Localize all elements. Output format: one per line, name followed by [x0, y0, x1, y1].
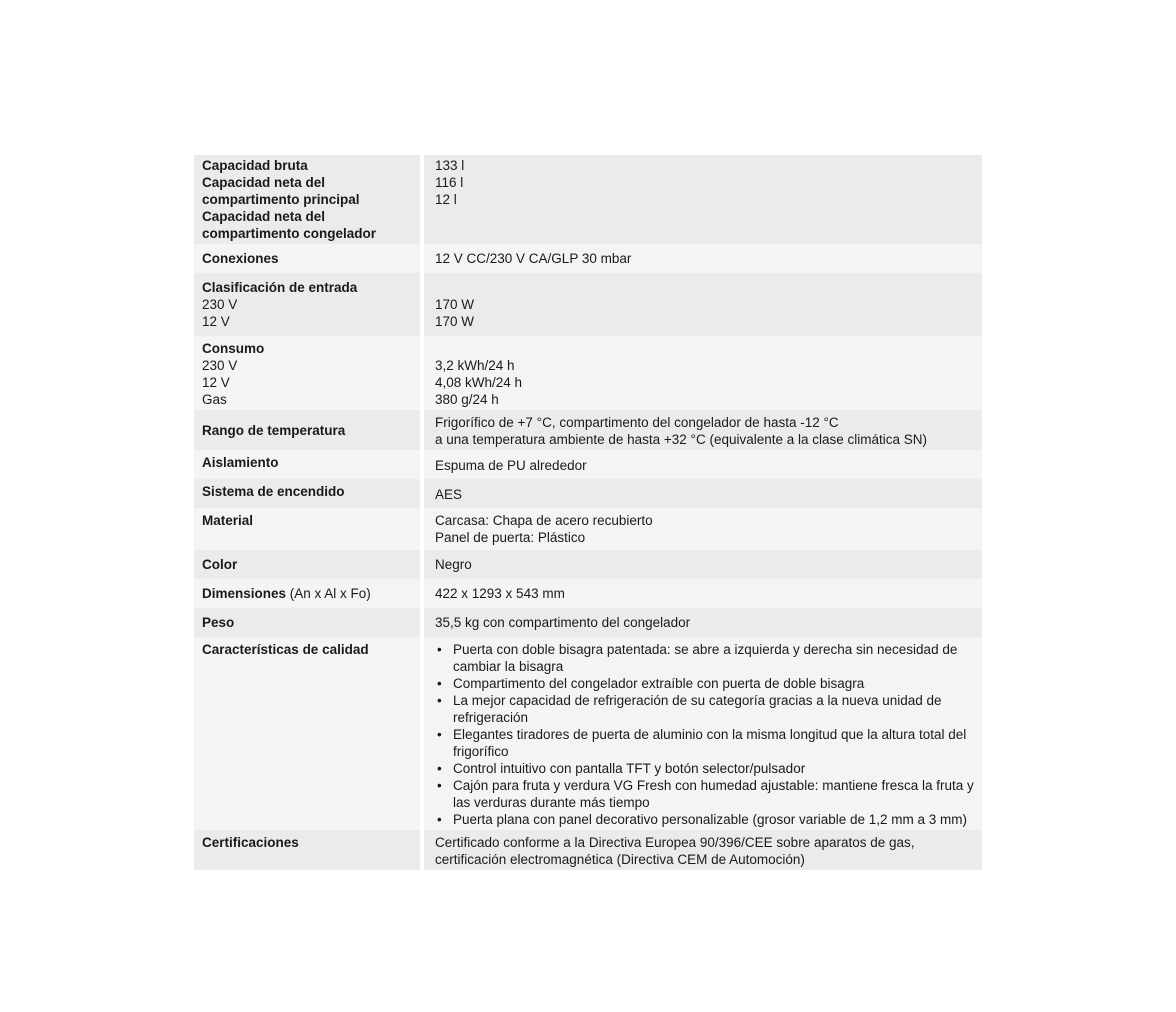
value-capacidad-bruta: 133 l: [435, 158, 465, 173]
spec-label: Rango de temperatura: [194, 410, 420, 450]
value-12v: 4,08 kWh/24 h: [435, 375, 523, 390]
label-dimensiones-suffix: (An x Al x Fo): [286, 586, 371, 601]
list-item: • Control intuitivo con pantalla TFT y botón selector/pulsador: [453, 760, 982, 777]
spec-row-conexiones: [194, 244, 982, 273]
spec-row-rango: [194, 410, 982, 450]
value-capacidad-congelador: 12 l: [435, 192, 457, 207]
sublabel-230v: 230 V: [202, 297, 238, 312]
value-rango-1: Frigorífico de +7 °C, compartimento del congelador de hasta -12 °C: [435, 415, 839, 430]
spec-row-certificaciones: [194, 830, 982, 870]
feature-list: [435, 641, 982, 828]
value-gas: 380 g/24 h: [435, 392, 499, 407]
value-carcasa: Carcasa: Chapa de acero recubierto: [435, 513, 653, 528]
spec-value: Espuma de PU alrededor: [424, 450, 982, 479]
spec-value: [424, 830, 982, 870]
spec-label: [194, 273, 420, 336]
list-item: • Cajón para fruta y verdura VG Fresh con humedad ajustable: mantiene fresca la fruta y las verduras durante más tiempo: [453, 777, 982, 811]
label-capacidad-congelador: Capacidad neta del compartimento congelador: [202, 209, 377, 241]
label-clasificacion: Clasificación de entrada: [202, 280, 358, 295]
value-12v: 170 W: [435, 314, 475, 329]
spec-value: [424, 410, 982, 450]
list-item: • Puerta plana con panel decorativo personalizable (grosor variable de 1,2 mm a 3 mm): [453, 811, 982, 828]
sublabel-12v: 12 V: [202, 375, 230, 390]
value-rango-2: a una temperatura ambiente de hasta +32 °C (equivalente a la clase climática SN): [435, 432, 928, 447]
spec-value: [424, 155, 982, 244]
label-capacidad-principal: Capacidad neta del compartimento principal: [202, 175, 360, 207]
spec-label: [194, 336, 420, 410]
spec-value: 422 x 1293 x 543 mm: [424, 579, 982, 608]
spec-label: Material: [194, 508, 420, 550]
value-230v: 170 W: [435, 297, 475, 312]
spec-label: Sistema de encendido: [194, 479, 420, 508]
spec-label: [194, 155, 420, 244]
spec-row-aislamiento: [194, 450, 982, 479]
spec-row-dimensiones: [194, 579, 982, 608]
list-item: • La mejor capacidad de refrigeración de su categoría gracias a la nueva unidad de refrigeración: [453, 692, 982, 726]
label-capacidad-bruta: Capacidad bruta: [202, 158, 308, 173]
spec-value: [424, 336, 982, 410]
label-consumo: Consumo: [202, 341, 265, 356]
label-dimensiones: Dimensiones: [202, 586, 287, 601]
sublabel-gas: Gas: [202, 392, 227, 407]
spec-row-calidad: [194, 637, 982, 830]
spec-value: 12 V CC/230 V CA/GLP 30 mbar: [424, 244, 982, 273]
spec-row-color: [194, 550, 982, 579]
list-item: • Compartimento del congelador extraíble con puerta de doble bisagra: [453, 675, 982, 692]
value-cert-2: certificación electromagnética (Directiva CEM de Automoción): [435, 852, 805, 867]
sublabel-12v: 12 V: [202, 314, 230, 329]
value-230v: 3,2 kWh/24 h: [435, 358, 515, 373]
spec-value: 35,5 kg con compartimento del congelador: [424, 608, 982, 637]
spec-label: Color: [194, 550, 420, 579]
spec-row-encendido: [194, 479, 982, 508]
spec-label: Peso: [194, 608, 420, 637]
spec-label: Aislamiento: [194, 450, 420, 479]
spec-value: [424, 637, 982, 830]
spec-row-capacidad: [194, 155, 982, 244]
spec-row-peso: [194, 608, 982, 637]
spec-label: [194, 579, 420, 608]
list-item: • Elegantes tiradores de puerta de aluminio con la misma longitud que la altura total del frigorífico: [453, 726, 982, 760]
list-item: • Puerta con doble bisagra patentada: se abre a izquierda y derecha sin necesidad de cambiar la bisagra: [453, 641, 982, 675]
spec-table: [194, 155, 982, 870]
value-cert-1: Certificado conforme a la Directiva Europea 90/396/CEE sobre aparatos de gas,: [435, 835, 915, 850]
sublabel-230v: 230 V: [202, 358, 238, 373]
spec-label: Certificaciones: [194, 830, 420, 870]
value-panel: Panel de puerta: Plástico: [435, 530, 586, 545]
spec-value: AES: [424, 479, 982, 508]
spec-row-consumo: [194, 336, 982, 410]
spec-label: Conexiones: [194, 244, 420, 273]
spec-row-clasificacion: [194, 273, 982, 336]
spec-row-material: [194, 508, 982, 550]
spec-value: Negro: [424, 550, 982, 579]
spec-label: Características de calidad: [194, 637, 420, 830]
value-capacidad-principal: 116 l: [435, 175, 464, 190]
spec-value: [424, 508, 982, 550]
spec-value: [424, 273, 982, 336]
